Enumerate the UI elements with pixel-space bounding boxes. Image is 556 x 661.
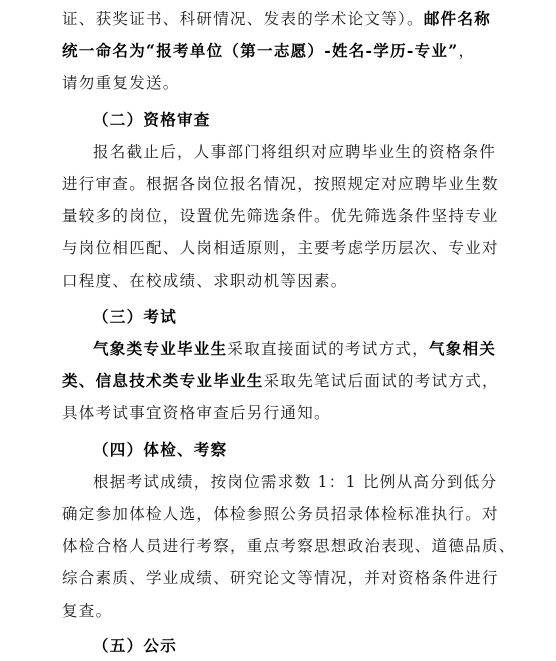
exam-line-1-text: 采取直接面试的考试方式， (227, 340, 430, 358)
publicity-heading: （五）公示 (93, 636, 178, 655)
physical-line-3: 体检合格人员进行考察，重点考察思想政治表现、道德品质、 (62, 537, 516, 556)
qualification-line-3: 量较多的岗位，设置优先筛选条件。优先筛选条件坚持专业 (62, 207, 499, 226)
apply-line-2-text: ， (458, 42, 476, 61)
apply-line-3-text: 请勿重复发送。 (62, 74, 180, 93)
physical-heading: （四）体检、考察 (93, 439, 228, 459)
apply-line-1-text: 证、获奖证书、科研情况、发表的学术论文等）。 (62, 10, 424, 28)
exam-line-2-bold: 类、信息技术类专业毕业生 (62, 371, 264, 391)
exam-line-2 (62, 366, 499, 396)
physical-line-5: 复查。 (62, 601, 113, 620)
exam-line-3: 具体考试事宜资格审查后另行通知。 (62, 404, 331, 423)
apply-paragraph-line-1 (62, 4, 491, 34)
exam-line-1-bold-a: 气象类专业毕业生 (93, 339, 228, 358)
qualification-line-4: 与岗位相匹配、人岗相适原则，主要考虑学历层次、专业对 (62, 239, 499, 258)
exam-heading: （三）考试 (93, 306, 178, 326)
apply-line-2-bold: 统一命名为“报考单位（第一志愿）-姓名-学历-专业” (62, 41, 459, 61)
exam-line-2-text: 采取先笔试后面试的考试方式， (263, 372, 499, 391)
physical-line-4: 综合素质、学业成绩、研究论文等情况，并对资格条件进行 (62, 569, 499, 588)
qualification-line-5: 口程度、在校成绩、求职动机等因素。 (62, 271, 348, 290)
physical-line-2: 确定参加体检人选，体检参照公务员招录体检标准执行。对 (62, 505, 499, 523)
exam-line-1-bold-b: 气象相关 (429, 339, 497, 358)
qualification-heading: （二）资格审查 (93, 109, 211, 129)
apply-paragraph-line-2 (62, 36, 475, 66)
exam-line-1 (93, 334, 496, 364)
apply-line-1-bold: 邮件名称 (423, 9, 492, 28)
physical-line-1: 根据考试成绩，按岗位需求数 1：1 比例从高分到低分 (93, 472, 498, 491)
qualification-line-1: 报名截止后，人事部门将组织对应聘毕业生的资格条件 (93, 142, 497, 161)
qualification-line-2: 进行审查。根据各岗位报名情况，按照规定对应聘毕业生数 (62, 175, 499, 193)
apply-paragraph-line-3 (62, 68, 180, 98)
